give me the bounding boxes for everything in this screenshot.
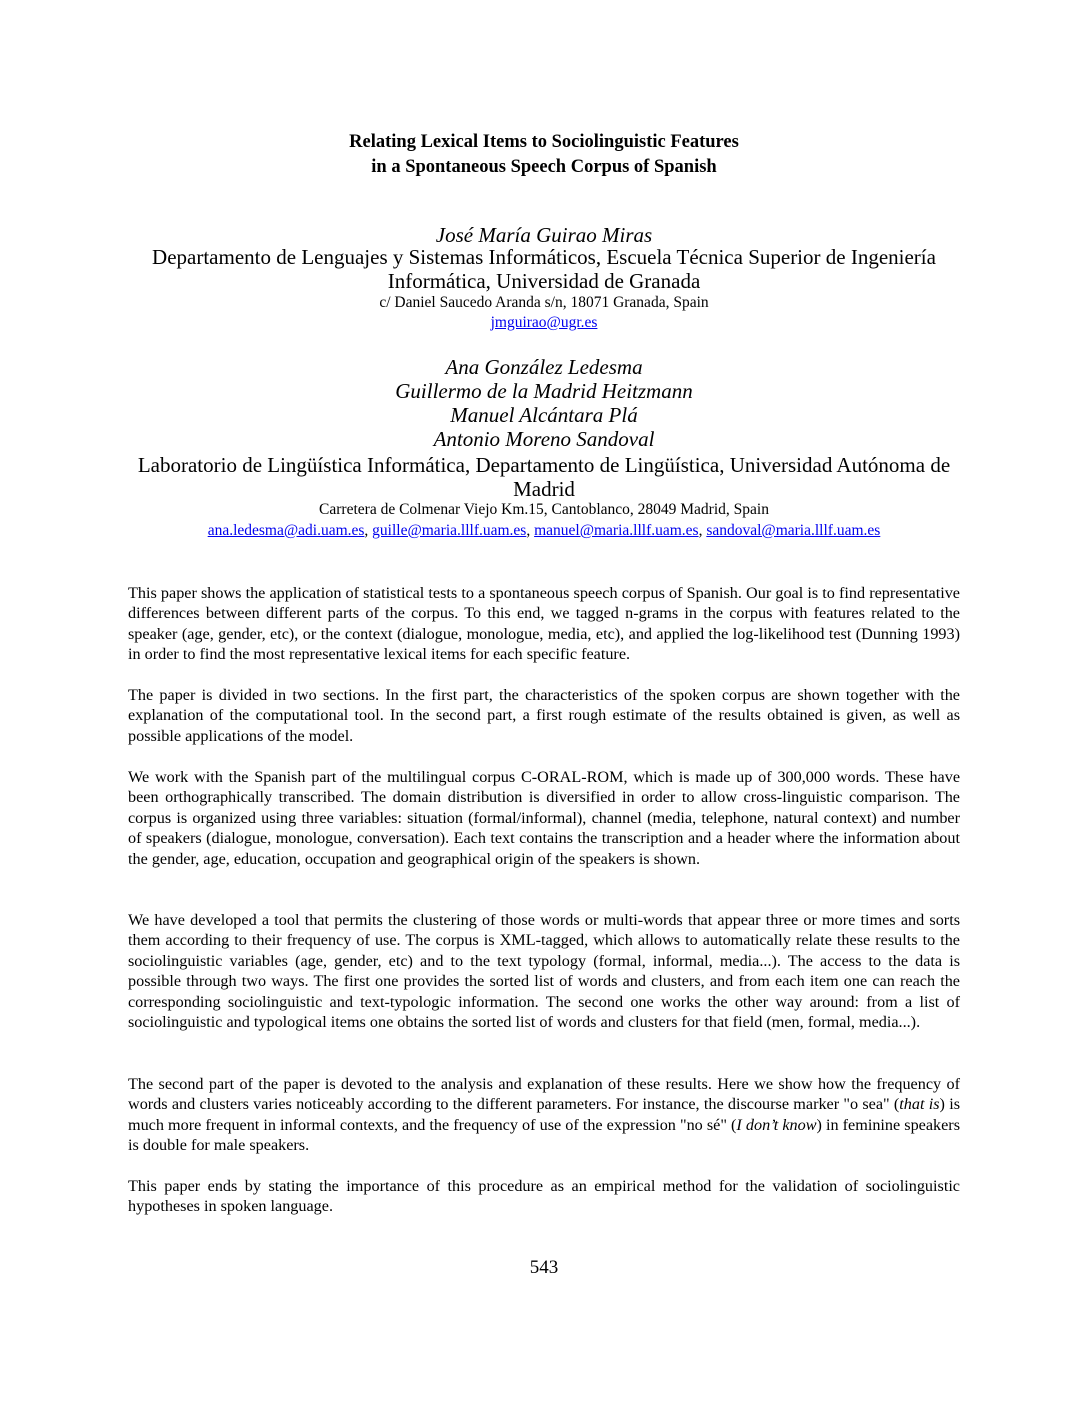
body-paragraph: This paper shows the application of statistical tests to a spontaneous speech corpus of Spanish. Our goal is to find representative differences between different parts of the corpus. To this end, we tagged n-grams in the corpus with features related to the speaker (age, gender, etc), or the context (dialogue, monologue, media, etc), and applied the log-likelihood test (Dunning 1993) in order to find the most representative lexical items for each specific feature.	[128, 584, 960, 664]
italic-gloss: I don’t know	[736, 1115, 817, 1134]
affiliation-line: Madrid	[513, 477, 575, 501]
address: c/ Daniel Saucedo Aranda s/n, 18071 Granada, Spain	[379, 294, 709, 311]
email-separator: ,	[698, 522, 707, 539]
email-separator: ,	[526, 522, 535, 539]
paper-title	[0, 130, 1088, 180]
body-paragraph: We work with the Spanish part of the multilingual corpus C-ORAL-ROM, which is made up of 300,000 words. These have been orthographically transcribed. The domain distribution is diversified in order to allow cross-linguistic comparison. The corpus is organized using three variables: situation (formal/informal), channel (media, telephone, natural context) and number of speakers (dialogue, monologue, conversation). Each text contains the transcription and a header where the information about the gender, age, education, occupation and geographical origin of the speakers is shown.	[128, 768, 960, 868]
text-run: ) in feminine speakers is double for male speakers.	[128, 1115, 960, 1155]
body-paragraph: The paper is divided in two sections. In the first part, the characteristics of the spoken corpus are shown together with the explanation of the computational tool. In the second part, a first rough estimate of the results obtained is given, as well as possible applications of the model.	[128, 686, 960, 745]
page-number: 543	[529, 1257, 559, 1278]
affiliation-line: Laboratorio de Lingüística Informática, Departamento de Lingüística, Universidad Autónoma de	[137, 453, 951, 477]
text-run: ) is much more frequent in informal contexts, and the frequency of use of the expression "no sé" (	[128, 1095, 960, 1134]
email-link[interactable]: ana.ledesma@adi.uam.es	[207, 522, 365, 539]
body-paragraph: We have developed a tool that permits the clustering of those words or multi-words that appear three or more times and sorts them according to their frequency of use. The corpus is XML-tagged, which allows to automatically relate these results to the sociolinguistic variables (age, gender, etc) and to the text typology (formal, informal, media...). The access to the data is possible through two ways. The first one provides the sorted list of words and clusters, and from each item one can reach the corresponding sociolinguistic and text-typologic information. The second one works the other way around: from a list of sociolinguistic and typological items one obtains the sorted list of words and clusters for that field (men, formal, media...).	[128, 911, 960, 1032]
body-paragraph	[128, 1074, 960, 1156]
email-separator: ,	[364, 522, 373, 539]
affiliation-line: Informática, Universidad de Granada	[387, 269, 701, 293]
address: Carretera de Colmenar Viejo Km.15, Cantoblanco, 28049 Madrid, Spain	[319, 501, 769, 518]
title-line-1: Relating Lexical Items to Sociolinguistic Features	[349, 132, 739, 152]
email-line	[100, 313, 988, 333]
email-link[interactable]: sandoval@maria.lllf.uam.es	[706, 522, 881, 539]
title-line-2: in a Spontaneous Speech Corpus of Spanish	[371, 157, 717, 177]
italic-gloss: that is	[899, 1095, 940, 1114]
text-run: The second part of the paper is devoted to the analysis and explanation of these results. Here we show how the frequency of words and clusters varies noticeably according to the different parameters. For instance, the discourse marker "o sea" (	[128, 1075, 960, 1114]
email-link[interactable]: guille@maria.lllf.uam.es	[372, 522, 527, 539]
affiliation-line: Departamento de Lenguajes y Sistemas Informáticos, Escuela Técnica Superior de Ingeniería	[152, 245, 936, 269]
author-name: Ana González Ledesma	[445, 355, 643, 379]
body-paragraph: This paper ends by stating the importance of this procedure as an empirical method for the validation of sociolinguistic hypotheses in spoken language.	[128, 1177, 960, 1216]
email-link[interactable]: manuel@maria.lllf.uam.es	[534, 522, 699, 539]
author-name: Manuel Alcántara Plá	[450, 403, 638, 427]
author-name: José María Guirao Miras	[435, 223, 653, 247]
author-name: Guillermo de la Madrid Heitzmann	[395, 379, 693, 403]
author-name: Antonio Moreno Sandoval	[433, 427, 655, 451]
email-link[interactable]: jmguirao@ugr.es	[490, 314, 598, 331]
email-list	[100, 521, 988, 541]
